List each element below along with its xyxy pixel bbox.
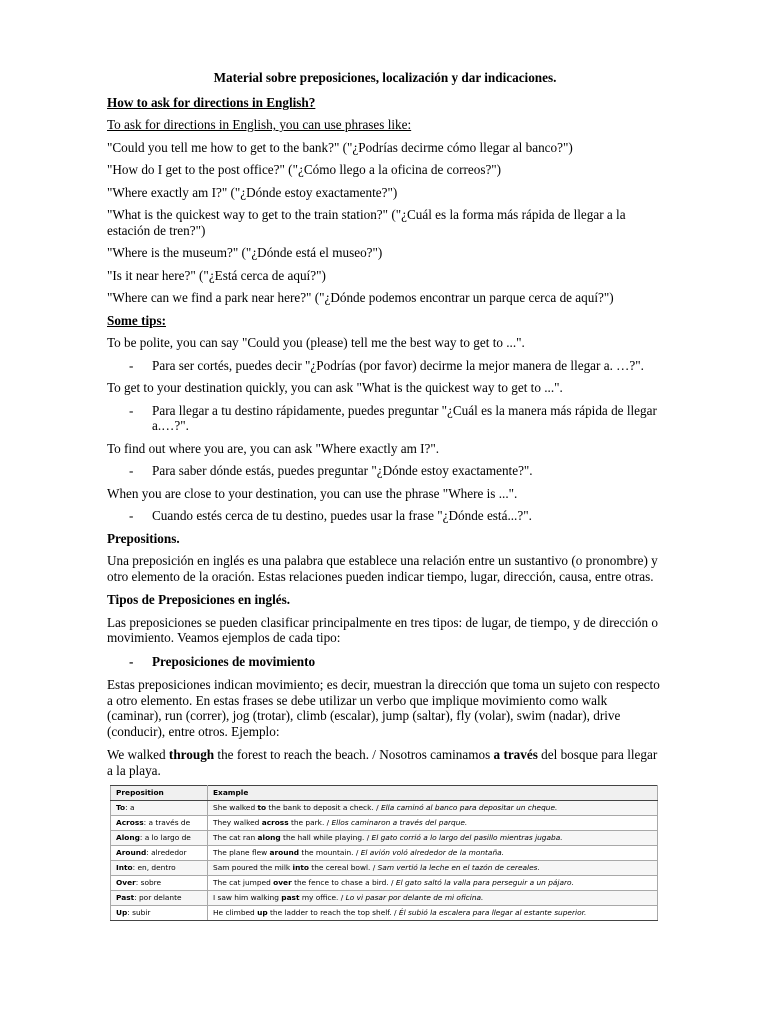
column-header-example: Example bbox=[208, 786, 658, 801]
example-text: We walked bbox=[107, 747, 169, 762]
example-cell bbox=[208, 831, 658, 846]
tip-spanish: Para ser cortés, puedes decir "¿Podrías (por favor) decirme la mejor manera de llegar a. …?". bbox=[152, 357, 644, 373]
preposition-word: To bbox=[116, 803, 126, 812]
example-spanish: El gato saltó la valla para perseguir a un pájaro. bbox=[395, 878, 574, 887]
preposition-translation: : alrededor bbox=[146, 848, 187, 857]
phrase-item: "Where exactly am I?" ("¿Dónde estoy exactamente?") bbox=[107, 184, 398, 200]
example-preposition: into bbox=[292, 863, 309, 872]
list-dash: - bbox=[129, 463, 134, 478]
example-pre: Sam poured the milk bbox=[213, 863, 293, 872]
preposition-translation: : a bbox=[125, 803, 135, 812]
example-cell bbox=[208, 816, 658, 831]
example-post: the fence to chase a bird. / bbox=[291, 878, 396, 887]
example-pre: She walked bbox=[213, 803, 258, 812]
preposition-cell bbox=[111, 831, 208, 846]
tip-spanish-item bbox=[107, 508, 663, 524]
example-preposition: past bbox=[281, 893, 300, 902]
example-spanish: Ella caminó al banco para depositar un cheque. bbox=[380, 803, 558, 812]
table-row bbox=[111, 831, 658, 846]
example-post: the hall while playing. / bbox=[280, 833, 372, 842]
preposition-cell bbox=[111, 816, 208, 831]
prepositions-heading: Prepositions. bbox=[107, 530, 180, 546]
example-preposition: over bbox=[273, 878, 292, 887]
example-preposition: around bbox=[269, 848, 300, 857]
example-text: del bosque para llegar a la playa. bbox=[107, 747, 658, 778]
example-post: my office. / bbox=[299, 893, 346, 902]
example-preposition: to bbox=[257, 803, 267, 812]
preposition-cell bbox=[111, 906, 208, 921]
document-body bbox=[107, 70, 663, 785]
movement-heading-item bbox=[107, 654, 663, 670]
types-text: Las preposiciones se pueden clasificar principalmente en tres tipos: de lugar, de tiempo, y de dirección o movimiento. Veamos ejemplos de cada tipo: bbox=[107, 614, 658, 645]
example-post: the park. / bbox=[288, 818, 332, 827]
example-cell bbox=[208, 861, 658, 876]
example-preposition: across bbox=[261, 818, 289, 827]
preposition-translation: : en, dentro bbox=[132, 863, 176, 872]
tips-heading: Some tips: bbox=[107, 312, 166, 328]
list-dash: - bbox=[129, 508, 134, 523]
example-preposition: along bbox=[257, 833, 281, 842]
tip-spanish: Para llegar a tu destino rápidamente, puedes preguntar "¿Cuál es la manera más rápida de llegar a.…?". bbox=[152, 402, 657, 433]
table-row bbox=[111, 816, 658, 831]
example-bold: through bbox=[168, 747, 215, 762]
phrase-item: "Where can we find a park near here?" ("¿Dónde podemos encontrar un parque cerca de aquí?") bbox=[107, 290, 614, 305]
preposition-word: Into bbox=[116, 863, 133, 872]
preposition-cell bbox=[111, 876, 208, 891]
example-cell bbox=[208, 876, 658, 891]
table-body bbox=[111, 801, 658, 921]
prepositions-text: Una preposición en inglés es una palabra que establece una relación entre un sustantivo (o pronombre) y otro elemento de la oración. Estas relaciones pueden indicar tiempo, lugar, dirección, causa, entre otras. bbox=[107, 553, 658, 584]
tip-spanish-item bbox=[107, 358, 663, 374]
example-post: the ladder to reach the top shelf. / bbox=[267, 908, 399, 917]
table-row bbox=[111, 861, 658, 876]
example-pre: He climbed bbox=[213, 908, 258, 917]
preposition-cell bbox=[111, 801, 208, 816]
tip-spanish-item bbox=[107, 463, 663, 479]
preposition-translation: : por delante bbox=[134, 893, 182, 902]
preposition-translation: : a través de bbox=[143, 818, 191, 827]
tip-english: To be polite, you can say "Could you (please) tell me the best way to get to ...". bbox=[107, 335, 525, 350]
preposition-translation: : a lo largo de bbox=[139, 833, 191, 842]
table-row bbox=[111, 801, 658, 816]
tip-spanish: Para saber dónde estás, puedes preguntar "¿Dónde estoy exactamente?". bbox=[152, 463, 533, 478]
heading-directions: How to ask for directions in English? bbox=[107, 94, 316, 110]
tip-spanish: Cuando estés cerca de tu destino, puedes usar la frase "¿Dónde está...?". bbox=[152, 508, 532, 523]
preposition-cell bbox=[111, 861, 208, 876]
table-row bbox=[111, 906, 658, 921]
tip-spanish-item bbox=[107, 403, 663, 434]
example-spanish: El gato corrió a lo largo del pasillo mientras jugaba. bbox=[371, 833, 563, 842]
example-cell bbox=[208, 906, 658, 921]
example-pre: The cat ran bbox=[213, 833, 258, 842]
prepositions-table bbox=[110, 785, 658, 921]
example-post: the cereal bowl. / bbox=[308, 863, 378, 872]
column-header-preposition: Preposition bbox=[111, 786, 208, 801]
example-bold: a través bbox=[493, 747, 538, 762]
preposition-word: Over bbox=[116, 878, 136, 887]
movement-example bbox=[107, 747, 663, 778]
table-header-row bbox=[111, 786, 658, 801]
preposition-cell bbox=[111, 891, 208, 906]
phrase-item: "How do I get to the post office?" ("¿Cómo llego a la oficina de correos?") bbox=[107, 162, 502, 177]
table-row bbox=[111, 876, 658, 891]
list-dash: - bbox=[129, 402, 134, 418]
table-row bbox=[111, 891, 658, 906]
table-row bbox=[111, 846, 658, 861]
tip-english: To find out where you are, you can ask "Where exactly am I?". bbox=[107, 440, 440, 456]
example-spanish: Ellos caminaron a través del parque. bbox=[331, 818, 468, 827]
example-spanish: Sam vertió la leche en el tazón de cereales. bbox=[377, 863, 540, 872]
tip-english: When you are close to your destination, you can use the phrase "Where is ...". bbox=[107, 485, 518, 501]
document-title: Material sobre preposiciones, localización y dar indicaciones. bbox=[213, 70, 557, 85]
preposition-word: Past bbox=[116, 893, 135, 902]
example-pre: I saw him walking bbox=[213, 893, 282, 902]
example-spanish: Lo vi pasar por delante de mi oficina. bbox=[345, 893, 484, 902]
preposition-translation: : subir bbox=[127, 908, 151, 917]
types-heading: Tipos de Preposiciones en inglés. bbox=[107, 592, 291, 607]
movement-heading: Preposiciones de movimiento bbox=[152, 653, 316, 669]
preposition-word: Up bbox=[116, 908, 128, 917]
example-cell bbox=[208, 846, 658, 861]
list-dash: - bbox=[129, 653, 134, 669]
example-spanish: El avión voló alrededor de la montaña. bbox=[360, 848, 505, 857]
example-pre: The cat jumped bbox=[213, 878, 274, 887]
phrase-item: "Where is the museum?" ("¿Dónde está el museo?") bbox=[107, 245, 383, 260]
preposition-translation: : sobre bbox=[135, 878, 162, 887]
example-text: the forest to reach the beach. / Nosotros caminamos bbox=[214, 747, 494, 762]
phrase-item: "What is the quickest way to get to the train station?" ("¿Cuál es la forma más rápida de llegar a la estación de tren?") bbox=[107, 207, 626, 238]
example-pre: The plane flew bbox=[213, 848, 270, 857]
preposition-cell bbox=[111, 846, 208, 861]
preposition-word: Around bbox=[116, 848, 147, 857]
movement-text: Estas preposiciones indican movimiento; es decir, muestran la dirección que toma un sujeto con respecto a otro elemento. En estas frases se debe utilizar un verbo que implique movimiento como walk (caminar), run (correr), jog (trotar), climb (escalar), jump (saltar), fly (volar), swim (nadar), drive (conducir), entre otros. Ejemplo: bbox=[107, 677, 660, 739]
preposition-word: Along bbox=[116, 833, 140, 842]
example-spanish: Él subió la escalera para llegar al estante superior. bbox=[398, 908, 587, 917]
tip-english: To get to your destination quickly, you can ask "What is the quickest way to get to ...". bbox=[107, 380, 563, 395]
phrase-item: "Is it near here?" ("¿Está cerca de aquí?") bbox=[107, 267, 326, 283]
example-post: the mountain. / bbox=[299, 848, 361, 857]
intro-phrases: To ask for directions in English, you can use phrases like: bbox=[107, 117, 412, 132]
example-pre: They walked bbox=[213, 818, 262, 827]
example-cell bbox=[208, 891, 658, 906]
example-post: the bank to deposit a check. / bbox=[266, 803, 381, 812]
example-preposition: up bbox=[257, 908, 268, 917]
phrase-item: "Could you tell me how to get to the bank?" ("¿Podrías decirme cómo llegar al banco?") bbox=[107, 139, 573, 155]
preposition-word: Across bbox=[116, 818, 144, 827]
list-dash: - bbox=[129, 357, 134, 373]
example-cell bbox=[208, 801, 658, 816]
